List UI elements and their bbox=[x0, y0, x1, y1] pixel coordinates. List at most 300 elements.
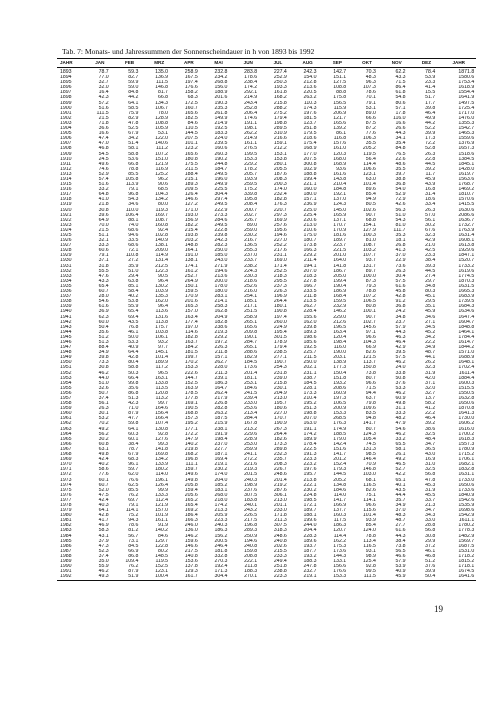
month-value-cell: 77.6 bbox=[365, 131, 376, 137]
month-value-cell: 17.8 bbox=[395, 110, 406, 116]
month-value-cell: 43.0 bbox=[425, 452, 436, 458]
month-value-cell: 86.8 bbox=[128, 553, 139, 559]
month-value-cell: 103.9 bbox=[155, 289, 169, 295]
month-value-cell: 44.5 bbox=[425, 268, 436, 274]
year-cell: 1960 bbox=[60, 411, 72, 417]
month-value-cell: 230.2 bbox=[244, 233, 258, 238]
month-value-cell: 200.0 bbox=[214, 278, 228, 284]
month-value-cell: 68.8 bbox=[365, 217, 376, 223]
month-value-cell: 48.3 bbox=[365, 75, 376, 81]
month-value-cell: 140.8 bbox=[184, 553, 198, 559]
month-value-cell: 52.7 bbox=[395, 467, 406, 473]
month-value-cell: 80.8 bbox=[365, 304, 376, 310]
month-value-cell: 307.5 bbox=[244, 492, 258, 498]
month-value-cell: 161.2 bbox=[184, 268, 198, 274]
month-value-cell: 44.2 bbox=[425, 120, 436, 126]
month-value-cell: 54.5 bbox=[98, 151, 109, 157]
month-value-cell: 33.2 bbox=[98, 187, 109, 193]
month-value-cell: 85.4 bbox=[365, 192, 376, 198]
month-value-cell: 57.9 bbox=[395, 559, 406, 564]
month-value-cell: 100.1 bbox=[362, 309, 376, 315]
month-value-cell: 61.6 bbox=[98, 304, 109, 310]
annual-total-cell: 1563.6 bbox=[458, 176, 475, 182]
month-value-cell: 57.0 bbox=[425, 212, 436, 218]
month-value-cell: 243.4 bbox=[244, 100, 258, 106]
month-value-cell: 29.4 bbox=[128, 273, 139, 279]
month-value-cell: 205.2 bbox=[333, 477, 347, 483]
month-value-cell: 177.4 bbox=[184, 319, 198, 325]
month-value-cell: 30.4 bbox=[395, 273, 406, 279]
month-value-cell: 78.6 bbox=[128, 523, 139, 529]
month-value-cell: 46.8 bbox=[425, 553, 436, 559]
month-value-cell: 190.3 bbox=[214, 100, 228, 106]
month-value-cell: 178.0 bbox=[214, 283, 228, 289]
month-value-cell: 228.9 bbox=[244, 436, 258, 442]
month-value-cell: 46.4 bbox=[395, 339, 406, 345]
month-value-cell: 113.4 bbox=[363, 538, 376, 544]
month-value-cell: 249.5 bbox=[214, 171, 228, 177]
month-value-cell: 31.0 bbox=[425, 462, 436, 468]
month-value-cell: 211.5 bbox=[185, 166, 198, 172]
month-value-cell: 181.8 bbox=[214, 548, 228, 554]
month-value-cell: 27.4 bbox=[425, 273, 436, 279]
month-value-cell: 93.7 bbox=[365, 258, 376, 264]
month-value-cell: 228.1 bbox=[303, 385, 317, 391]
month-value-cell: 229.0 bbox=[333, 314, 347, 320]
month-value-cell: 55.9 bbox=[98, 564, 109, 570]
month-value-cell: 231.1 bbox=[273, 253, 287, 259]
month-value-cell: 211.5 bbox=[303, 355, 317, 361]
month-value-cell: 174.0 bbox=[273, 187, 287, 193]
month-value-cell: 144.5 bbox=[333, 472, 347, 478]
month-value-cell: 141.8 bbox=[333, 263, 347, 269]
month-value-cell: 100.0 bbox=[362, 273, 376, 279]
month-value-cell: 121.9 bbox=[155, 502, 169, 508]
annual-total-cell: 1698.6 bbox=[458, 508, 475, 514]
month-value-cell: 96.2 bbox=[157, 176, 169, 182]
annual-total-cell: 1684.3 bbox=[458, 304, 475, 310]
column-header-nov: NOV bbox=[382, 59, 412, 68]
month-value-cell: 307.5 bbox=[273, 523, 287, 529]
month-value-cell: 232.9 bbox=[333, 304, 347, 310]
month-value-cell: 189.6 bbox=[303, 538, 317, 544]
annual-total-cell: 1780.9 bbox=[458, 446, 475, 452]
month-value-cell: 134.3 bbox=[155, 100, 169, 106]
year-cell: 1944 bbox=[60, 329, 72, 335]
month-value-cell: 74.5 bbox=[365, 441, 376, 447]
month-value-cell: 145.1 bbox=[155, 350, 169, 356]
annual-total-cell: 1815.2 bbox=[458, 559, 475, 564]
month-value-cell: 87.5 bbox=[365, 120, 376, 126]
month-value-cell: 35.6 bbox=[128, 385, 139, 391]
month-value-cell: 149.8 bbox=[184, 477, 198, 483]
month-value-cell: 288.6 bbox=[244, 350, 258, 356]
month-value-cell: 271.9 bbox=[214, 263, 228, 269]
month-value-cell: 59.0 bbox=[128, 85, 139, 91]
month-value-cell: 79.1 bbox=[98, 253, 109, 259]
annual-total-cell: 1870.3 bbox=[458, 278, 475, 284]
month-value-cell: 273.3 bbox=[214, 212, 228, 218]
month-value-cell: 240.8 bbox=[244, 543, 258, 549]
annual-total-cell: 1733.6 bbox=[458, 487, 475, 493]
month-value-cell: 187.1 bbox=[214, 452, 228, 458]
month-value-cell: 156.4 bbox=[155, 411, 169, 417]
month-value-cell: 239.0 bbox=[273, 375, 287, 381]
month-value-cell: 150.1 bbox=[184, 283, 198, 289]
month-value-cell: 27.7 bbox=[395, 523, 406, 529]
annual-total-cell: 1774.5 bbox=[458, 273, 475, 279]
month-value-cell: 60.8 bbox=[98, 441, 109, 447]
month-value-cell: 249.5 bbox=[214, 202, 228, 208]
month-value-cell: 214.9 bbox=[244, 95, 258, 101]
month-value-cell: 54.3 bbox=[128, 197, 139, 203]
month-value-cell: 220.7 bbox=[273, 207, 287, 213]
month-value-cell: 33.0 bbox=[425, 518, 436, 524]
month-value-cell: 251.8 bbox=[303, 126, 317, 132]
month-value-cell: 56.8 bbox=[425, 472, 436, 478]
month-value-cell: 145.6 bbox=[362, 324, 376, 330]
month-value-cell: 239.1 bbox=[214, 375, 228, 381]
month-value-cell: 191.0 bbox=[184, 253, 198, 259]
month-value-cell: 51.1 bbox=[98, 233, 109, 238]
month-value-cell: 62.2 bbox=[395, 69, 406, 75]
month-value-cell: 49.2 bbox=[395, 457, 406, 463]
month-value-cell: 253.1 bbox=[244, 380, 258, 386]
month-value-cell: 143.8 bbox=[333, 176, 347, 182]
month-value-cell: 35.6 bbox=[98, 329, 109, 335]
month-value-cell: 241.5 bbox=[244, 390, 258, 396]
month-value-cell: 38.4 bbox=[128, 441, 139, 447]
year-cell: 1969 bbox=[60, 457, 72, 463]
month-value-cell: 136.9 bbox=[155, 75, 169, 81]
month-value-cell: 30.2 bbox=[98, 436, 109, 442]
month-value-cell: 297.4 bbox=[214, 197, 228, 203]
month-value-cell: 116.0 bbox=[392, 115, 406, 121]
month-value-cell: 82.6 bbox=[365, 350, 376, 356]
month-value-cell: 156.5 bbox=[333, 100, 347, 106]
month-value-cell: 227.8 bbox=[303, 278, 317, 284]
header-row bbox=[57, 59, 476, 68]
month-value-cell: 248.6 bbox=[273, 533, 287, 539]
month-value-cell: 233.0 bbox=[273, 508, 287, 514]
month-value-cell: 168.2 bbox=[184, 452, 198, 458]
year-cell: 1962 bbox=[60, 421, 72, 427]
annual-total-cell: 2086.6 bbox=[458, 212, 475, 218]
month-value-cell: 146.8 bbox=[362, 467, 376, 473]
month-value-cell: 213.8 bbox=[303, 477, 317, 483]
month-value-cell: 129.3 bbox=[184, 569, 198, 575]
month-value-cell: 46.8 bbox=[98, 146, 109, 152]
annual-total-cell: 1844.2 bbox=[458, 345, 475, 351]
month-value-cell: 211.3 bbox=[274, 518, 287, 524]
annual-total-cell: 1730.0 bbox=[458, 416, 475, 422]
month-value-cell: 21.8 bbox=[98, 202, 109, 208]
month-value-cell: 30.2 bbox=[425, 222, 436, 228]
month-value-cell: 32.3 bbox=[425, 233, 436, 238]
month-value-cell: 55.9 bbox=[128, 304, 139, 310]
month-value-cell: 193.7 bbox=[303, 543, 317, 549]
month-value-cell: 196.8 bbox=[244, 523, 258, 529]
month-value-cell: 174.2 bbox=[244, 85, 258, 91]
month-value-cell: 148.5 bbox=[155, 553, 169, 559]
month-value-cell: 73.6 bbox=[395, 263, 406, 269]
month-value-cell: 238.1 bbox=[214, 426, 228, 432]
month-value-cell: 33.7 bbox=[425, 497, 436, 503]
month-value-cell: 229.6 bbox=[244, 431, 258, 437]
month-value-cell: 52.5 bbox=[128, 126, 139, 132]
month-value-cell: 258.9 bbox=[184, 69, 198, 75]
month-value-cell: 56.1 bbox=[425, 217, 436, 223]
month-value-cell: 221.5 bbox=[333, 248, 347, 254]
year-cell: 1958 bbox=[60, 401, 72, 407]
month-value-cell: 59.9 bbox=[128, 80, 139, 86]
month-value-cell: 114.1 bbox=[363, 497, 376, 503]
month-value-cell: 283.1 bbox=[214, 294, 228, 300]
month-value-cell: 92.8 bbox=[365, 564, 376, 570]
month-value-cell: 135.0 bbox=[155, 69, 169, 75]
month-value-cell: 87.9 bbox=[128, 411, 139, 417]
month-value-cell: 222.9 bbox=[214, 207, 228, 213]
month-value-cell: 197.4 bbox=[184, 80, 198, 86]
month-value-cell: 37.4 bbox=[98, 396, 109, 401]
month-value-cell: 194.6 bbox=[214, 268, 228, 274]
month-value-cell: 99.8 bbox=[128, 380, 139, 386]
month-value-cell: 49.2 bbox=[98, 426, 109, 432]
month-value-cell: 87.9 bbox=[128, 569, 139, 575]
table-header bbox=[57, 59, 476, 68]
month-value-cell: 265.1 bbox=[244, 319, 258, 325]
month-value-cell: 123.7 bbox=[303, 120, 317, 126]
month-value-cell: 78.4 bbox=[425, 69, 436, 75]
month-value-cell: 179.0 bbox=[333, 436, 347, 442]
year-cell: 1942 bbox=[60, 319, 72, 325]
month-value-cell: 228.4 bbox=[303, 309, 317, 315]
month-value-cell: 34.9 bbox=[395, 502, 406, 508]
month-value-cell: 190.2 bbox=[214, 156, 228, 162]
month-value-cell: 238.6 bbox=[214, 324, 228, 330]
year-cell: 1908 bbox=[60, 146, 72, 152]
month-value-cell: 104.3 bbox=[362, 339, 376, 345]
month-value-cell: 260.3 bbox=[214, 151, 228, 157]
month-value-cell: 235.3 bbox=[214, 105, 228, 111]
month-value-cell: 204.4 bbox=[303, 528, 317, 534]
month-value-cell: 188.1 bbox=[303, 513, 317, 519]
month-value-cell: 198.8 bbox=[273, 120, 287, 126]
month-value-cell: 169.0 bbox=[273, 258, 287, 264]
month-value-cell: 219.1 bbox=[214, 462, 228, 468]
year-cell: 1977 bbox=[60, 497, 72, 503]
month-value-cell: 21.0 bbox=[425, 243, 436, 249]
month-value-cell: 142.7 bbox=[333, 69, 347, 75]
month-value-cell: 35.5 bbox=[395, 166, 406, 172]
month-value-cell: 76.2 bbox=[128, 492, 139, 498]
month-value-cell: 52.9 bbox=[395, 192, 406, 198]
month-value-cell: 58.5 bbox=[128, 105, 139, 111]
month-value-cell: 41.2 bbox=[425, 406, 436, 412]
annual-total-cell: 1571.0 bbox=[458, 350, 475, 356]
month-value-cell: 63.8 bbox=[128, 278, 139, 284]
month-value-cell: 72.1 bbox=[128, 248, 139, 254]
month-value-cell: 79.1 bbox=[128, 187, 139, 193]
month-value-cell: 283.8 bbox=[244, 69, 258, 75]
month-value-cell: 223.2 bbox=[303, 462, 317, 468]
annual-total-cell: 1715.2 bbox=[458, 452, 475, 458]
month-value-cell: 150.4 bbox=[333, 370, 347, 376]
year-cell: 1938 bbox=[60, 299, 72, 305]
month-value-cell: 201.6 bbox=[214, 95, 228, 101]
month-value-cell: 79.1 bbox=[128, 502, 139, 508]
month-value-cell: 196.5 bbox=[333, 324, 347, 330]
month-value-cell: 114.0 bbox=[155, 472, 169, 478]
month-value-cell: 301.5 bbox=[273, 334, 287, 340]
annual-total-cell: 1650.6 bbox=[458, 482, 475, 488]
month-value-cell: 111.5 bbox=[352, 574, 382, 581]
month-value-cell: 137.0 bbox=[333, 197, 347, 203]
month-value-cell: 246.0 bbox=[184, 523, 198, 529]
month-value-cell: 181.1 bbox=[244, 375, 258, 381]
month-value-cell: 215.8 bbox=[273, 380, 287, 386]
month-value-cell: 97.7 bbox=[157, 345, 169, 351]
month-value-cell: 208.8 bbox=[244, 553, 258, 559]
year-cell: 1930 bbox=[60, 258, 72, 264]
month-value-cell: 193.2 bbox=[303, 553, 317, 559]
month-value-cell: 101.4 bbox=[362, 513, 376, 519]
month-value-cell: 213.3 bbox=[214, 508, 228, 514]
month-value-cell: 163.9 bbox=[184, 385, 198, 391]
month-value-cell: 160.7 bbox=[184, 105, 198, 111]
year-cell: 1898 bbox=[60, 95, 72, 101]
month-value-cell: 41.7 bbox=[98, 518, 109, 524]
column-header-year-total: JAHR bbox=[441, 59, 476, 68]
annual-total-cell: 1415.5 bbox=[458, 202, 475, 208]
month-value-cell: 213.2 bbox=[244, 426, 258, 432]
month-value-cell: 52.8 bbox=[425, 146, 436, 152]
month-value-cell: 173.8 bbox=[303, 243, 317, 249]
month-value-cell: 262.7 bbox=[214, 360, 228, 366]
month-value-cell: 116.0 bbox=[333, 345, 347, 351]
month-value-cell: 154.0 bbox=[303, 75, 317, 81]
annual-total-cell: 1725.4 bbox=[458, 105, 475, 111]
month-value-cell: 44.5 bbox=[425, 161, 436, 167]
month-value-cell: 82.6 bbox=[365, 487, 376, 493]
month-value-cell: 134.8 bbox=[333, 482, 347, 488]
month-value-cell: 44.2 bbox=[128, 95, 139, 101]
month-value-cell: 42.5 bbox=[425, 248, 436, 254]
month-value-cell: 44.3 bbox=[395, 329, 406, 335]
month-value-cell: 219.3 bbox=[244, 467, 258, 473]
month-value-cell: 37.4 bbox=[98, 553, 109, 559]
month-value-cell: 182.2 bbox=[184, 222, 198, 228]
year-cell: 1934 bbox=[60, 278, 72, 284]
month-value-cell: 80.7 bbox=[365, 426, 376, 432]
month-value-cell: 126.4 bbox=[155, 482, 169, 488]
month-value-cell: 221.6 bbox=[244, 462, 258, 468]
month-value-cell: 202.1 bbox=[303, 365, 317, 371]
year-cell: 1973 bbox=[60, 477, 72, 483]
month-value-cell: 43.1 bbox=[98, 533, 109, 539]
month-value-cell: 188.4 bbox=[184, 171, 198, 177]
month-value-cell: 111.1 bbox=[185, 462, 198, 468]
month-value-cell: 22.6 bbox=[395, 156, 406, 162]
month-value-cell: 47.0 bbox=[98, 141, 109, 147]
month-value-cell: 224.8 bbox=[303, 492, 317, 498]
year-cell: 1918 bbox=[60, 197, 72, 203]
month-value-cell: 193.3 bbox=[273, 85, 287, 91]
month-value-cell: 42.3 bbox=[128, 401, 139, 407]
month-value-cell: 134.2 bbox=[155, 457, 169, 463]
month-value-cell: 237.0 bbox=[214, 441, 228, 447]
month-value-cell: 173.3 bbox=[303, 390, 317, 396]
month-value-cell: 210.6 bbox=[303, 227, 317, 233]
month-value-cell: 184.7 bbox=[214, 166, 228, 172]
month-value-cell: 151.0 bbox=[155, 156, 169, 162]
month-value-cell: 209.8 bbox=[244, 329, 258, 335]
month-value-cell: 33.2 bbox=[395, 436, 406, 442]
year-cell: 1966 bbox=[60, 441, 72, 447]
month-value-cell: 107.2 bbox=[155, 151, 169, 157]
month-value-cell: 218.3 bbox=[273, 273, 287, 279]
month-value-cell: 47.8 bbox=[128, 120, 139, 126]
month-value-cell: 39.9 bbox=[425, 131, 436, 137]
month-value-cell: 254.1 bbox=[244, 294, 258, 300]
month-value-cell: 225.0 bbox=[303, 207, 317, 213]
month-value-cell: 88.1 bbox=[128, 217, 139, 223]
month-value-cell: 54.6 bbox=[98, 299, 109, 305]
month-value-cell: 304.4 bbox=[204, 574, 234, 581]
month-value-cell: 60.9 bbox=[395, 396, 406, 401]
month-value-cell: 47.9 bbox=[395, 421, 406, 427]
month-value-cell: 114.6 bbox=[185, 329, 198, 335]
month-value-cell: 236.9 bbox=[303, 202, 317, 208]
year-cell: 1967 bbox=[60, 446, 72, 452]
month-value-cell: 252.2 bbox=[273, 243, 287, 249]
month-value-cell: 90.6 bbox=[157, 182, 169, 188]
month-value-cell: 44.3 bbox=[395, 533, 406, 539]
month-value-cell: 176.3 bbox=[273, 202, 287, 208]
month-value-cell: 71.8 bbox=[98, 120, 109, 126]
month-value-cell: 62.3 bbox=[98, 314, 109, 320]
month-value-cell: 122.0 bbox=[155, 136, 169, 142]
month-value-cell: 284.4 bbox=[244, 416, 258, 422]
year-cell: 1957 bbox=[60, 396, 72, 401]
year-cell: 1948 bbox=[60, 350, 72, 356]
annual-total-cell: 1634.6 bbox=[458, 309, 475, 315]
month-value-cell: 37.6 bbox=[425, 564, 436, 570]
month-value-cell: 31.1 bbox=[395, 406, 406, 412]
month-value-cell: 183.8 bbox=[244, 497, 258, 503]
month-value-cell: 206.4 bbox=[244, 110, 258, 116]
month-value-cell: 166.9 bbox=[333, 502, 347, 508]
month-value-cell: 192.4 bbox=[214, 564, 228, 570]
year-cell: 1902 bbox=[60, 115, 72, 121]
month-value-cell: 168.2 bbox=[273, 95, 287, 101]
month-value-cell: 42.9 bbox=[425, 238, 436, 244]
month-value-cell: 40.1 bbox=[395, 482, 406, 488]
month-value-cell: 197.0 bbox=[184, 324, 198, 330]
year-cell: 1955 bbox=[60, 385, 72, 391]
table-caption: Tab. 7: Monats- und Jahressummen der Sonnenscheindauer in h von 1893 bis 1992 bbox=[62, 47, 315, 56]
month-value-cell: 39.8 bbox=[425, 105, 436, 111]
month-value-cell: 39.7 bbox=[395, 171, 406, 177]
month-value-cell: 179.4 bbox=[273, 345, 287, 351]
month-value-cell: 21.3 bbox=[425, 502, 436, 508]
annual-total-cell: 1428.0 bbox=[458, 166, 475, 172]
month-value-cell: 96.6 bbox=[365, 502, 376, 508]
month-value-cell: 159.4 bbox=[184, 487, 198, 493]
month-value-cell: 200.7 bbox=[244, 207, 258, 213]
month-value-cell: 183.3 bbox=[214, 131, 228, 137]
month-value-cell: 32.5 bbox=[425, 431, 436, 437]
